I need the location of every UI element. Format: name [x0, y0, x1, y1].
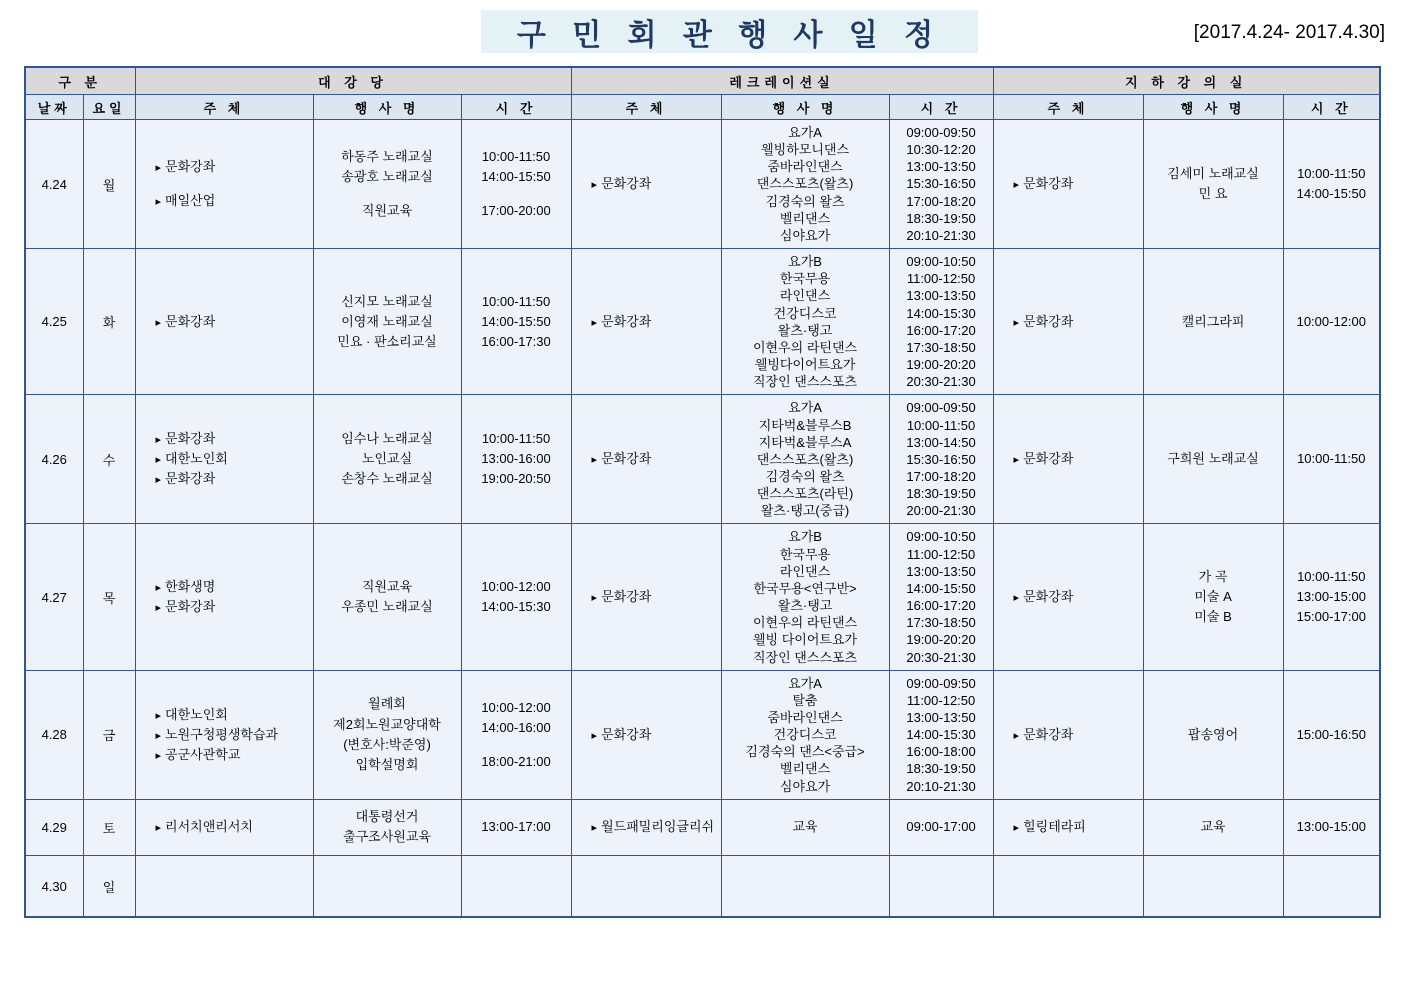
- cell-subject-base: ▸ 힐링테라피: [993, 799, 1143, 855]
- table-row: [25, 855, 1380, 917]
- cell-subject-hall: ▸ 문화강좌: [135, 249, 313, 395]
- group-header-division: 구 분: [25, 67, 135, 95]
- cell-subject-hall: [135, 855, 313, 917]
- cell-dayofweek: 화: [83, 249, 135, 395]
- date-range: [2017.4.24- 2017.4.30]: [1193, 22, 1385, 43]
- cell-subject-base: ▸ 문화강좌: [993, 249, 1143, 395]
- cell-dayofweek: 목: [83, 524, 135, 670]
- cell-event-rec: 요가B 한국무용 라인댄스 건강디스코 왈츠·탱고 이현우의 라틴댄스 웰빙다이어트요가 직장인 댄스스포츠: [721, 249, 889, 395]
- cell-event-hall: 하동주 노래교실 송광호 노래교실 직원교육: [313, 120, 461, 249]
- cell-dayofweek: 금: [83, 670, 135, 799]
- cell-event-hall: [313, 855, 461, 917]
- group-header-main-hall: 대 강 당: [135, 67, 571, 95]
- cell-date: 4.30: [25, 855, 83, 917]
- cell-date: 4.28: [25, 670, 83, 799]
- cell-time-rec: 09:00-17:00: [889, 799, 993, 855]
- title-box: [481, 10, 978, 53]
- cell-time-hall: 10:00-12:00 14:00-16:00 18:00-21:00: [461, 670, 571, 799]
- table-row: [25, 799, 1380, 855]
- cell-event-rec: 요가A 웰빙하모니댄스 줌바라인댄스 댄스스포츠(왈츠) 김경숙의 왈츠 벨리댄스 심야요가: [721, 120, 889, 249]
- col-header-subject-base: 주 체: [993, 95, 1143, 120]
- cell-date: 4.25: [25, 249, 83, 395]
- cell-subject-base: [993, 855, 1143, 917]
- cell-time-rec: [889, 855, 993, 917]
- col-header-subject-hall: 주 체: [135, 95, 313, 120]
- cell-time-base: 10:00-11:50: [1283, 395, 1380, 524]
- group-header-recreation-room: 레크레이션실: [571, 67, 993, 95]
- cell-time-base: 15:00-16:50: [1283, 670, 1380, 799]
- cell-event-base: 가 곡 미술 A 미술 B: [1143, 524, 1283, 670]
- table-row: [25, 395, 1380, 524]
- cell-subject-base: ▸ 문화강좌: [993, 670, 1143, 799]
- schedule-table-body: [25, 67, 1380, 917]
- cell-subject-rec: [571, 855, 721, 917]
- col-header-time-hall: 시 간: [461, 95, 571, 120]
- col-header-date: 날짜: [25, 95, 83, 120]
- cell-event-rec: [721, 855, 889, 917]
- group-header-row: [25, 67, 1380, 95]
- cell-subject-hall: ▸ 문화강좌 ▸ 매일산업: [135, 120, 313, 249]
- cell-time-base: 10:00-11:50 13:00-15:00 15:00-17:00: [1283, 524, 1380, 670]
- cell-date: 4.24: [25, 120, 83, 249]
- cell-date: 4.29: [25, 799, 83, 855]
- cell-subject-rec: ▸ 문화강좌: [571, 120, 721, 249]
- cell-subject-hall: ▸ 리서치앤리서치: [135, 799, 313, 855]
- cell-time-base: [1283, 855, 1380, 917]
- col-header-subject-rec: 주 체: [571, 95, 721, 120]
- cell-time-base: 13:00-15:00: [1283, 799, 1380, 855]
- cell-time-hall: 13:00-17:00: [461, 799, 571, 855]
- table-row: [25, 524, 1380, 670]
- cell-event-base: 교육: [1143, 799, 1283, 855]
- cell-time-hall: 10:00-12:00 14:00-15:30: [461, 524, 571, 670]
- cell-event-hall: 신지모 노래교실 이영재 노래교실 민요 · 판소리교실: [313, 249, 461, 395]
- cell-event-base: 김세미 노래교실 민 요: [1143, 120, 1283, 249]
- group-header-basement-lecture-room: 지 하 강 의 실: [993, 67, 1380, 95]
- cell-event-rec: 요가A 탈춤 줌바라인댄스 건강디스코 김경숙의 댄스<중급> 벨리댄스 심야요가: [721, 670, 889, 799]
- table-row: [25, 120, 1380, 249]
- cell-time-rec: 09:00-10:50 11:00-12:50 13:00-13:50 14:00-15:30 16:00-17:20 17:30-18:50 19:00-20:20 20:30-21:30: [889, 249, 993, 395]
- cell-event-base: 구희원 노래교실: [1143, 395, 1283, 524]
- cell-date: 4.26: [25, 395, 83, 524]
- cell-event-hall: 월례회 제2회노원교양대학 (변호사:박준영) 입학설명회: [313, 670, 461, 799]
- col-header-dayofweek: 요일: [83, 95, 135, 120]
- cell-event-base: [1143, 855, 1283, 917]
- cell-subject-rec: ▸ 월드패밀리잉글리쉬: [571, 799, 721, 855]
- cell-event-hall: 대통령선거 출구조사원교육: [313, 799, 461, 855]
- col-header-time-base: 시 간: [1283, 95, 1380, 120]
- cell-time-hall: 10:00-11:50 14:00-15:50 16:00-17:30: [461, 249, 571, 395]
- col-header-event-rec: 행 사 명: [721, 95, 889, 120]
- cell-subject-rec: ▸ 문화강좌: [571, 249, 721, 395]
- cell-time-hall: [461, 855, 571, 917]
- cell-event-rec: 교육: [721, 799, 889, 855]
- table-row: [25, 249, 1380, 395]
- cell-event-hall: 직원교육 우종민 노래교실: [313, 524, 461, 670]
- cell-time-hall: 10:00-11:50 13:00-16:00 19:00-20:50: [461, 395, 571, 524]
- cell-subject-rec: ▸ 문화강좌: [571, 524, 721, 670]
- cell-dayofweek: 토: [83, 799, 135, 855]
- cell-subject-base: ▸ 문화강좌: [993, 395, 1143, 524]
- cell-event-rec: 요가B 한국무용 라인댄스 한국무용<연구반> 왈츠·탱고 이현우의 라틴댄스 웰빙 다이어트요가 직장인 댄스스포츠: [721, 524, 889, 670]
- page-header: [0, 0, 1403, 62]
- cell-subject-hall: ▸ 문화강좌 ▸ 대한노인회 ▸ 문화강좌: [135, 395, 313, 524]
- cell-time-hall: 10:00-11:50 14:00-15:50 17:00-20:00: [461, 120, 571, 249]
- sub-header-row: [25, 95, 1380, 120]
- cell-dayofweek: 수: [83, 395, 135, 524]
- cell-subject-base: ▸ 문화강좌: [993, 120, 1143, 249]
- schedule-table: [24, 66, 1381, 918]
- cell-dayofweek: 월: [83, 120, 135, 249]
- cell-event-hall: 임수나 노래교실 노인교실 손창수 노래교실: [313, 395, 461, 524]
- cell-subject-rec: ▸ 문화강좌: [571, 395, 721, 524]
- cell-time-rec: 09:00-09:50 10:00-11:50 13:00-14:50 15:30-16:50 17:00-18:20 18:30-19:50 20:00-21:30: [889, 395, 993, 524]
- cell-subject-rec: ▸ 문화강좌: [571, 670, 721, 799]
- cell-time-base: 10:00-12:00: [1283, 249, 1380, 395]
- col-header-time-rec: 시 간: [889, 95, 993, 120]
- col-header-event-hall: 행 사 명: [313, 95, 461, 120]
- cell-date: 4.27: [25, 524, 83, 670]
- col-header-event-base: 행 사 명: [1143, 95, 1283, 120]
- cell-time-rec: 09:00-09:50 11:00-12:50 13:00-13:50 14:00-15:30 16:00-18:00 18:30-19:50 20:10-21:30: [889, 670, 993, 799]
- cell-time-base: 10:00-11:50 14:00-15:50: [1283, 120, 1380, 249]
- cell-subject-hall: ▸ 한화생명 ▸ 문화강좌: [135, 524, 313, 670]
- cell-time-rec: 09:00-09:50 10:30-12:20 13:00-13:50 15:30-16:50 17:00-18:20 18:30-19:50 20:10-21:30: [889, 120, 993, 249]
- cell-subject-base: ▸ 문화강좌: [993, 524, 1143, 670]
- cell-subject-hall: ▸ 대한노인회 ▸ 노원구청평생학습과 ▸ 공군사관학교: [135, 670, 313, 799]
- cell-event-rec: 요가A 지타벅&블루스B 지타벅&블루스A 댄스스포츠(왈츠) 김경숙의 왈츠 댄스스포츠(라틴) 왈츠·탱고(중급): [721, 395, 889, 524]
- table-row: [25, 670, 1380, 799]
- cell-event-base: 팝송영어: [1143, 670, 1283, 799]
- cell-time-rec: 09:00-10:50 11:00-12:50 13:00-13:50 14:00-15:50 16:00-17:20 17:30-18:50 19:00-20:20 20:30-21:30: [889, 524, 993, 670]
- cell-event-base: 캘리그라피: [1143, 249, 1283, 395]
- page-title: 구 민 회 관 행 사 일 정: [516, 18, 943, 52]
- cell-dayofweek: 일: [83, 855, 135, 917]
